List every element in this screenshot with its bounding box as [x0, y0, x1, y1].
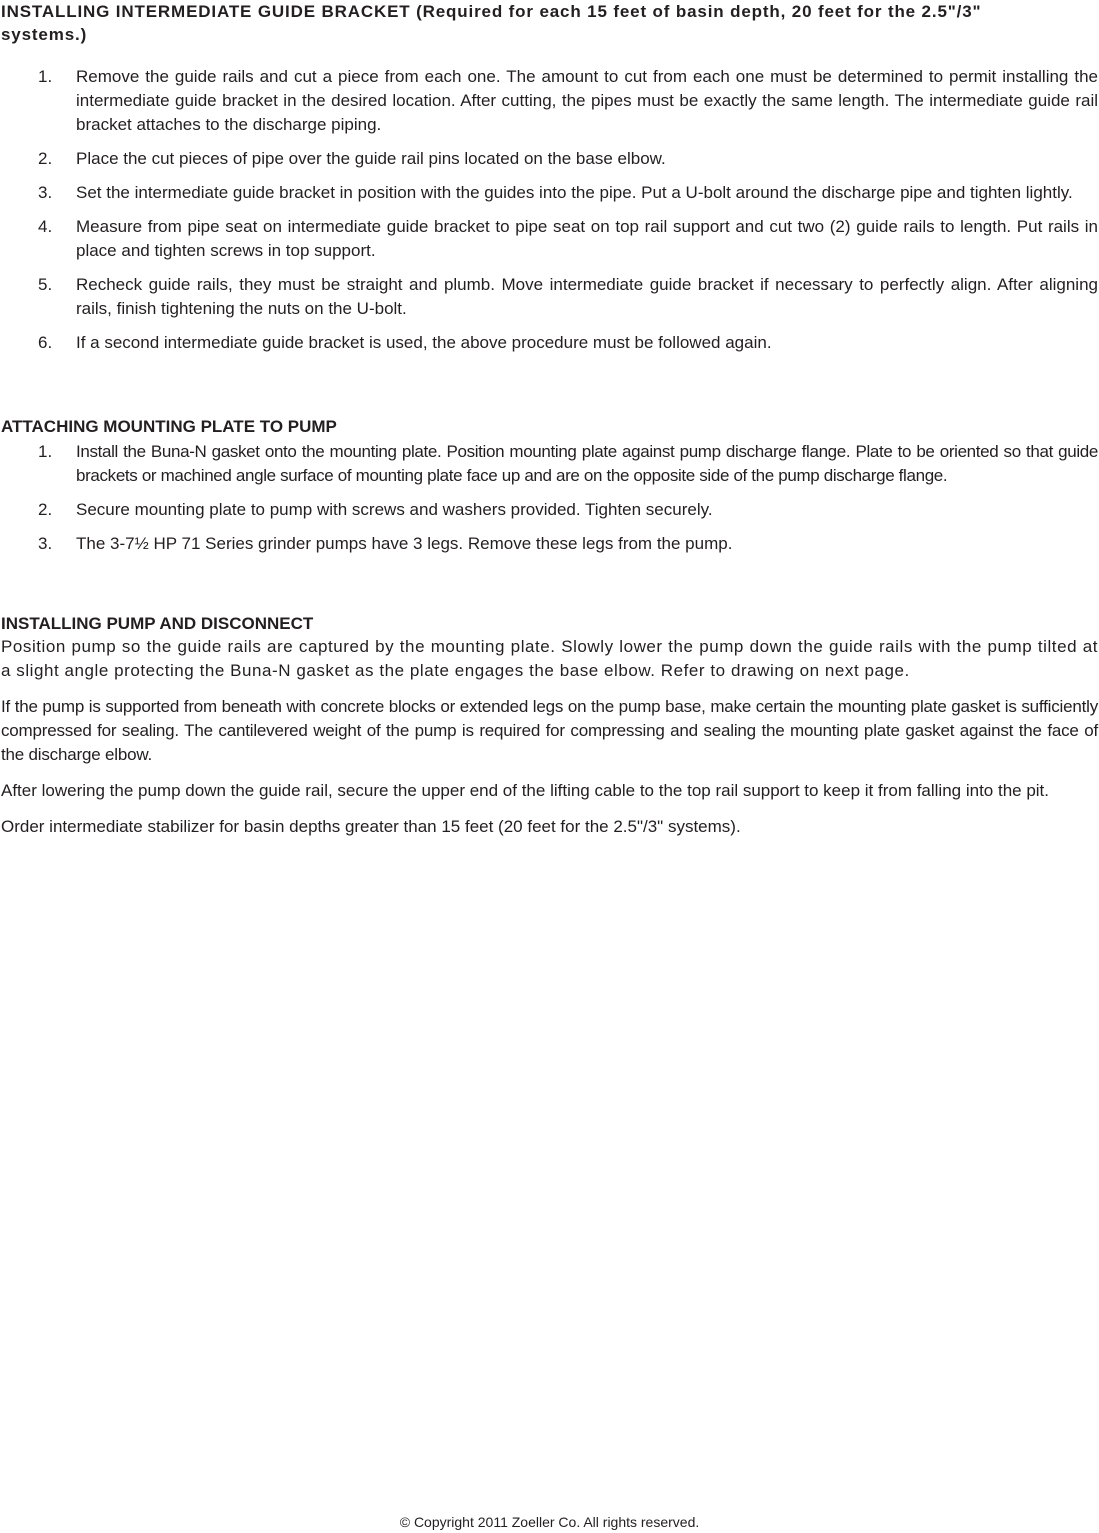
step-number: 1.: [38, 442, 53, 461]
section-installing-pump: [0, 612, 1099, 839]
paragraph: Order intermediate stabilizer for basin depths greater than 15 feet (20 feet for the 2.5"/3" systems).: [1, 817, 741, 836]
section-heading: INSTALLING INTERMEDIATE GUIDE BRACKET (Required for each 15 feet of basin depth, 20 feet for the 2.5"/3" systems.): [1, 2, 982, 44]
step-text: Secure mounting plate to pump with screws and washers provided. Tighten securely.: [76, 500, 713, 519]
step-number: 4.: [38, 217, 53, 236]
section-attaching-mounting-plate: [0, 415, 1099, 556]
step-text: The 3-7½ HP 71 Series grinder pumps have 3 legs. Remove these legs from the pump.: [76, 534, 733, 553]
step-list: [0, 440, 1099, 556]
step-text: Place the cut pieces of pipe over the guide rail pins located on the base elbow.: [76, 149, 666, 168]
list-item: [0, 215, 1099, 263]
section-heading: INSTALLING PUMP AND DISCONNECT: [1, 614, 314, 633]
step-number: 3.: [38, 183, 53, 202]
step-number: 3.: [38, 534, 53, 553]
step-text: If a second intermediate guide bracket is used, the above procedure must be followed again.: [76, 333, 772, 352]
list-item: [0, 532, 1099, 556]
paragraph: If the pump is supported from beneath with concrete blocks or extended legs on the pump base, make certain the mounting plate gasket is sufficiently compressed for sealing. The cantilevered weight of the pump is required for compressing and sealing the mounting plate gasket against the face of the discharge elbow.: [1, 697, 1098, 764]
section-intermediate-guide-bracket: [0, 0, 1099, 355]
step-number: 1.: [38, 67, 53, 86]
step-text: Install the Buna-N gasket onto the mounting plate. Position mounting plate against pump discharge flange. Plate to be oriented so that guide brackets or machined angle surface of mounting plate face up and are on the opposite side of the pump discharge flange.: [76, 442, 1098, 485]
list-item: [0, 273, 1099, 321]
section-heading: ATTACHING MOUNTING PLATE TO PUMP: [1, 417, 337, 436]
list-item: [0, 65, 1099, 137]
copyright-footer: © Copyright 2011 Zoeller Co. All rights reserved.: [399, 1514, 700, 1530]
step-number: 2.: [38, 149, 53, 168]
list-item: [0, 181, 1099, 205]
step-text: Remove the guide rails and cut a piece from each one. The amount to cut from each one must be determined to permit installing the intermediate guide bracket in the desired location. After cutting, the pipes must be exactly the same length. The intermediate guide rail bracket attaches to the discharge piping.: [76, 67, 1098, 134]
paragraph: After lowering the pump down the guide rail, secure the upper end of the lifting cable to the top rail support to keep it from falling into the pit.: [1, 781, 1050, 800]
step-list: [0, 65, 1099, 355]
step-text: Measure from pipe seat on intermediate guide bracket to pipe seat on top rail support and cut two (2) guide rails to length. Put rails in place and tighten screws in top support.: [76, 217, 1098, 260]
list-item: [0, 440, 1099, 488]
step-number: 5.: [38, 275, 53, 294]
step-number: 6.: [38, 333, 53, 352]
list-item: [0, 147, 1099, 171]
list-item: [0, 498, 1099, 522]
step-number: 2.: [38, 500, 53, 519]
step-text: Set the intermediate guide bracket in position with the guides into the pipe. Put a U-bolt around the discharge pipe and tighten lightly.: [76, 183, 1073, 202]
step-text: Recheck guide rails, they must be straight and plumb. Move intermediate guide bracket if necessary to perfectly align. After aligning rails, finish tightening the nuts on the U-bolt.: [76, 275, 1098, 318]
list-item: [0, 331, 1099, 355]
paragraph: Position pump so the guide rails are captured by the mounting plate. Slowly lower the pump down the guide rails with the pump tilted at a slight angle protecting the Buna-N gasket as the plate engages the base elbow. Refer to drawing on next page.: [1, 637, 1098, 680]
